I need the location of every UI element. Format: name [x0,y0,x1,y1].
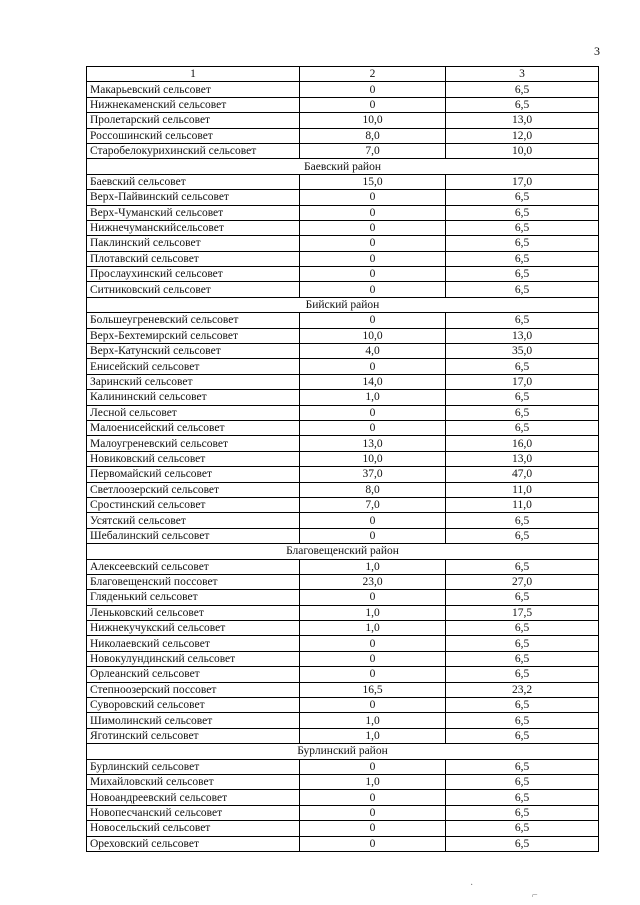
value-col-2: 0 [300,82,446,97]
settlement-name: Новоандреевский сельсовет [87,790,300,805]
settlement-name: Сростинский сельсовет [87,497,300,512]
value-col-2: 0 [300,420,446,435]
region-header-row [87,159,599,174]
region-name: Благовещенский район [87,544,599,559]
value-col-2: 10,0 [300,328,446,343]
table-header-row [87,67,599,82]
settlement-name: Верх-Бехтемирский сельсовет [87,328,300,343]
table-row [87,220,599,235]
value-col-2: 0 [300,759,446,774]
value-col-3: 6,5 [446,420,599,435]
value-col-2: 0 [300,821,446,836]
value-col-2: 1,0 [300,713,446,728]
region-header-row [87,544,599,559]
settlement-name: Ситниковский сельсовет [87,282,300,297]
value-col-3: 6,5 [446,805,599,820]
value-col-3: 12,0 [446,128,599,143]
table-row [87,482,599,497]
value-col-3: 6,5 [446,205,599,220]
value-col-2: 0 [300,236,446,251]
table-row [87,267,599,282]
value-col-3: 6,5 [446,97,599,112]
value-col-2: 0 [300,590,446,605]
table-row [87,328,599,343]
value-col-3: 11,0 [446,497,599,512]
value-col-3: 6,5 [446,713,599,728]
settlement-name: Шимолинский сельсовет [87,713,300,728]
table-row [87,698,599,713]
table-row [87,405,599,420]
table-row [87,282,599,297]
value-col-2: 13,0 [300,436,446,451]
value-col-3: 6,5 [446,636,599,651]
value-col-2: 0 [300,313,446,328]
value-col-2: 0 [300,805,446,820]
value-col-2: 7,0 [300,143,446,158]
settlement-name: Новосельский сельсовет [87,821,300,836]
value-col-2: 0 [300,405,446,420]
table-row [87,528,599,543]
value-col-2: 0 [300,528,446,543]
value-col-3: 27,0 [446,574,599,589]
value-col-2: 0 [300,267,446,282]
settlement-name: Макарьевский сельсовет [87,82,300,97]
value-col-3: 6,5 [446,82,599,97]
column-header-2: 2 [300,67,446,82]
table-row [87,651,599,666]
value-col-2: 0 [300,251,446,266]
value-col-3: 13,0 [446,451,599,466]
table-row [87,759,599,774]
value-col-2: 10,0 [300,451,446,466]
value-col-2: 0 [300,651,446,666]
value-col-3: 35,0 [446,344,599,359]
settlement-name: Лесной сельсовет [87,405,300,420]
table-row [87,390,599,405]
value-col-3: 6,5 [446,836,599,851]
table-row [87,728,599,743]
settlement-name: Гляденький сельсовет [87,590,300,605]
value-col-2: 0 [300,359,446,374]
value-col-3: 6,5 [446,220,599,235]
value-col-3: 13,0 [446,328,599,343]
settlement-name: Старобелокурихинский сельсовет [87,143,300,158]
column-header-3: 3 [446,67,599,82]
table-row [87,420,599,435]
table-row [87,774,599,789]
value-col-3: 10,0 [446,143,599,158]
value-col-3: 6,5 [446,774,599,789]
table-row [87,82,599,97]
table-row [87,605,599,620]
value-col-3: 6,5 [446,190,599,205]
value-col-3: 16,0 [446,436,599,451]
settlement-name: Бурлинский сельсовет [87,759,300,774]
value-col-2: 1,0 [300,559,446,574]
table-row [87,713,599,728]
value-col-3: 6,5 [446,621,599,636]
table-row [87,359,599,374]
settlement-name: Верх-Чуманский сельсовет [87,205,300,220]
table-row [87,667,599,682]
value-col-3: 6,5 [446,559,599,574]
value-col-3: 6,5 [446,236,599,251]
value-col-2: 0 [300,836,446,851]
value-col-2: 7,0 [300,497,446,512]
table-row [87,113,599,128]
settlement-name: Верх-Пайвинский сельсовет [87,190,300,205]
settlement-name: Новиковский сельсовет [87,451,300,466]
value-col-2: 0 [300,636,446,651]
settlement-name: Россошинский сельсовет [87,128,300,143]
settlement-name: Новокулундинский сельсовет [87,651,300,666]
value-col-2: 10,0 [300,113,446,128]
value-col-3: 6,5 [446,651,599,666]
table-body [87,82,599,852]
table-row [87,143,599,158]
value-col-2: 0 [300,667,446,682]
table-row [87,805,599,820]
value-col-3: 6,5 [446,267,599,282]
pen-mark: · [470,880,474,891]
table-row [87,451,599,466]
value-col-2: 1,0 [300,728,446,743]
settlement-name: Первомайский сельсовет [87,467,300,482]
value-col-2: 0 [300,698,446,713]
settlement-name: Светлоозерский сельсовет [87,482,300,497]
value-col-2: 14,0 [300,374,446,389]
settlement-name: Новопесчанский сельсовет [87,805,300,820]
value-col-2: 0 [300,97,446,112]
settlement-name: Шебалинский сельсовет [87,528,300,543]
settlement-name: Алексеевский сельсовет [87,559,300,574]
table-row [87,236,599,251]
value-col-3: 6,5 [446,251,599,266]
table-row [87,636,599,651]
table-row [87,313,599,328]
table-row [87,559,599,574]
value-col-2: 1,0 [300,390,446,405]
table-row [87,128,599,143]
value-col-2: 23,0 [300,574,446,589]
settlement-name: Верх-Катунский сельсовет [87,344,300,359]
value-col-2: 0 [300,790,446,805]
value-col-2: 15,0 [300,174,446,189]
settlement-name: Нижнекучукский сельсовет [87,621,300,636]
settlement-name: Прослаухинский сельсовет [87,267,300,282]
settlement-name: Усятский сельсовет [87,513,300,528]
settlement-name: Заринский сельсовет [87,374,300,389]
table-row [87,513,599,528]
value-col-3: 6,5 [446,728,599,743]
table-row [87,467,599,482]
value-col-3: 47,0 [446,467,599,482]
settlement-name: Михайловский сельсовет [87,774,300,789]
table-row [87,374,599,389]
value-col-2: 0 [300,513,446,528]
value-col-3: 6,5 [446,528,599,543]
settlement-name: Ореховский сельсовет [87,836,300,851]
value-col-3: 13,0 [446,113,599,128]
value-col-3: 6,5 [446,698,599,713]
settlement-name: Орлеанский сельсовет [87,667,300,682]
value-col-3: 6,5 [446,790,599,805]
value-col-2: 16,5 [300,682,446,697]
table-row [87,836,599,851]
value-col-3: 6,5 [446,390,599,405]
settlement-name: Малоенисейский сельсовет [87,420,300,435]
settlement-name: Степноозерский поссовет [87,682,300,697]
table-row [87,344,599,359]
value-col-3: 17,0 [446,174,599,189]
value-col-2: 37,0 [300,467,446,482]
value-col-3: 6,5 [446,313,599,328]
value-col-3: 6,5 [446,759,599,774]
settlement-name: Баевский сельсовет [87,174,300,189]
value-col-2: 1,0 [300,774,446,789]
value-col-2: 1,0 [300,605,446,620]
value-col-3: 17,5 [446,605,599,620]
settlement-name: Енисейский сельсовет [87,359,300,374]
table-row [87,205,599,220]
value-col-3: 6,5 [446,513,599,528]
table-row [87,621,599,636]
value-col-2: 1,0 [300,621,446,636]
value-col-3: 23,2 [446,682,599,697]
settlement-name: Благовещенский поссовет [87,574,300,589]
value-col-2: 0 [300,205,446,220]
table-row [87,790,599,805]
settlement-name: Паклинский сельсовет [87,236,300,251]
table-row [87,682,599,697]
value-col-3: 6,5 [446,821,599,836]
table-row [87,821,599,836]
value-col-3: 6,5 [446,590,599,605]
settlement-name: Калининский сельсовет [87,390,300,405]
value-col-3: 6,5 [446,405,599,420]
region-name: Бурлинский район [87,744,599,759]
settlement-name: Малоугреневский сельсовет [87,436,300,451]
table-row [87,97,599,112]
settlement-name: Нижнекаменский сельсовет [87,97,300,112]
value-col-3: 6,5 [446,667,599,682]
region-name: Баевский район [87,159,599,174]
value-col-3: 6,5 [446,359,599,374]
value-col-2: 0 [300,282,446,297]
table-row [87,574,599,589]
settlement-name: Яготинский сельсовет [87,728,300,743]
region-name: Бийский район [87,297,599,312]
settlement-name: Суворовский сельсовет [87,698,300,713]
value-col-3: 6,5 [446,282,599,297]
settlement-name: Николаевский сельсовет [87,636,300,651]
region-header-row [87,297,599,312]
value-col-2: 0 [300,220,446,235]
table-row [87,497,599,512]
table-row [87,436,599,451]
table-row [87,590,599,605]
region-header-row [87,744,599,759]
value-col-3: 11,0 [446,482,599,497]
page-number: 3 [594,44,600,58]
table-row [87,190,599,205]
pen-mark: ⌐ [532,890,538,901]
column-header-1: 1 [87,67,300,82]
table-row [87,174,599,189]
table-row [87,251,599,266]
value-col-2: 4,0 [300,344,446,359]
settlement-name: Плотавский сельсовет [87,251,300,266]
value-col-2: 8,0 [300,128,446,143]
settlement-name: Нижнечуманскийсельсовет [87,220,300,235]
settlement-name: Леньковский сельсовет [87,605,300,620]
value-col-2: 0 [300,190,446,205]
settlement-name: Большеугреневский сельсовет [87,313,300,328]
value-col-3: 17,0 [446,374,599,389]
settlement-name: Пролетарский сельсовет [87,113,300,128]
value-col-2: 8,0 [300,482,446,497]
data-table [86,66,599,852]
